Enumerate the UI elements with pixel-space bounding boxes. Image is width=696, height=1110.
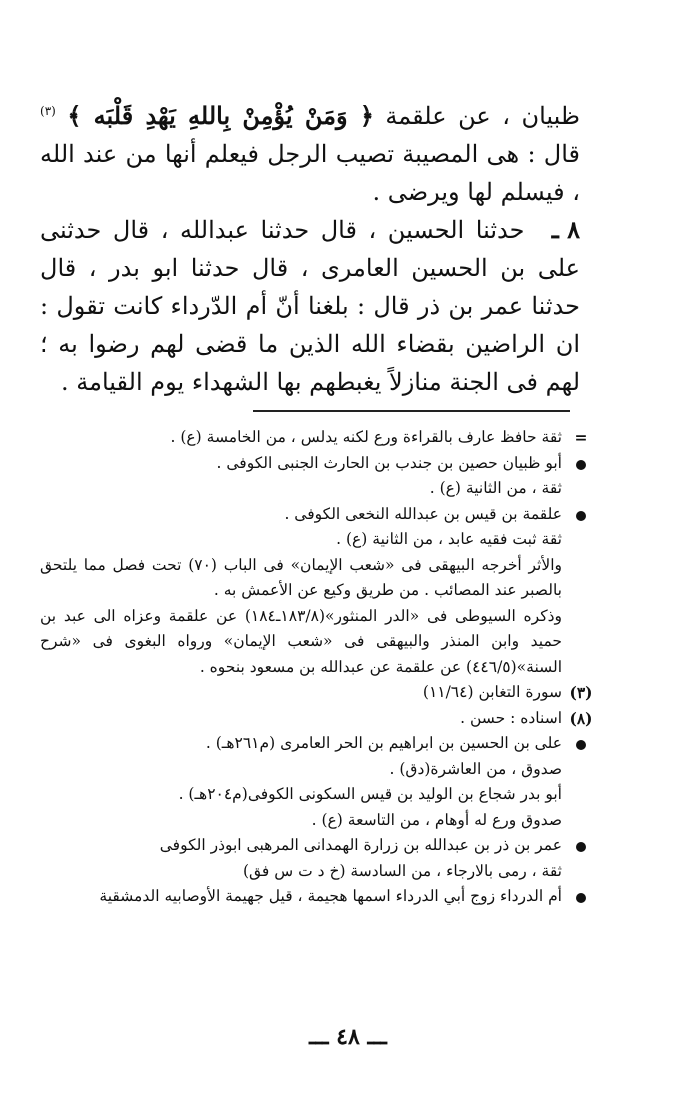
footnote-line: [40, 706, 600, 732]
footnote-text: عمر بن ذر بن عبدالله بن زرارة الهمدانى المرهبى ابوذر الكوفى: [159, 836, 562, 854]
p1-after: قال : هى المصيبة تصيب الرجل فيعلم أنها من عند الله ، فيسلم لها ويرضى .: [40, 140, 580, 206]
quran-verse: ﴿ وَمَنْ يُؤْمِنْ بِاللهِ يَهْدِ قَلْبَه ﴾: [67, 101, 374, 130]
footnote-text: أبو بدر شجاع بن الوليد بن قيس السكونى الكوفى(م٢٠٤هـ) .: [178, 785, 562, 803]
footnote-text: علقمة بن قيس بن عبدالله النخعى الكوفى .: [284, 504, 562, 523]
footnote-text: أم الدرداء زوج أبي الدرداء اسمها هجيمة ، قيل جهيمة الأوصابيه الدمشقية: [99, 887, 562, 905]
bullet-icon: [562, 451, 600, 477]
footnote-text: على بن الحسين بن ابراهيم بن الحر العامرى (م٢٦١هـ) .: [205, 734, 562, 752]
footnote-text: وذكره السيوطى فى «الدر المنثور»(١٨٣/٨ـ١٨٤) عن علقمة وعزاه الى عبد بن حميد وابن المنذر والبيهقى فى «شعب الإيمان» ورواه البغوى فى «شرح السنة»(٤٤٦/٥) عن علقمة عن عبدالله بن مسعود بنحوه .: [40, 606, 562, 676]
footnote-line: [40, 859, 600, 885]
footnote-text: ثقة ، من الثانية (ع) .: [429, 479, 562, 497]
main-text: [40, 92, 580, 401]
footnote-line: [40, 553, 600, 604]
footnote-line: [40, 884, 600, 910]
footnote-text: صدوق ، من العاشرة(دق) .: [389, 759, 562, 778]
footnote-line: [40, 527, 600, 553]
footnote-text: سورة التغابن (١١/٦٤): [422, 683, 562, 701]
footnote-line: [40, 731, 600, 757]
footnote-line: [40, 833, 600, 859]
bullet-icon: [562, 833, 600, 859]
footnote-text: ثقة ثبت فقيه عابد ، من الثانية (ع) .: [336, 530, 562, 548]
bullet-dot: [576, 511, 586, 521]
footnotes: [40, 425, 600, 910]
page-number: ـــ ٤٨ ـــ: [309, 1024, 387, 1050]
footnote-line: [40, 476, 600, 502]
footnote-line: [40, 604, 600, 681]
footnote-line: [40, 425, 600, 451]
p1-before: ظبيان ، عن علقمة: [373, 102, 580, 130]
paragraph-1: [40, 92, 580, 211]
footnote-line: [40, 502, 600, 528]
footnote-line: [40, 808, 600, 834]
p2-text: حدثنا الحسين ، قال حدثنا عبدالله ، قال حدثنى على بن الحسين العامرى ، قال حدثنا ابو بدر ، قال حدثنا عمر بن ذر قال : بلغنا أنّ أم الدّرداء كانت تقول : ان الراضين بقضاء الله الذين ما قضى لهم رضوا به ؛ لهم فى الجنة منازلاً يغبطهم بها الشهداء يوم القيامة .: [40, 216, 580, 396]
footnote-divider: [253, 410, 570, 412]
footnote-line: [40, 680, 600, 706]
bullet-dot: [576, 460, 586, 470]
bullet-icon: [562, 731, 600, 757]
bullet-dot: [576, 893, 586, 903]
footnote-marker: (٣): [569, 683, 593, 702]
footnote-text: ثقة ، رمى بالارجاء ، من السادسة (خ د ت س فق): [242, 861, 562, 880]
bullet-dot: [576, 740, 586, 750]
bullet-icon: [562, 884, 600, 910]
paragraph-2: [40, 211, 580, 401]
footnote-line: [40, 782, 600, 808]
footnote-line: [40, 757, 600, 783]
footnote-marker: =: [574, 428, 588, 447]
footnote-text: اسناده : حسن .: [460, 708, 562, 727]
footnote-text: والأثر أخرجه البيهقى فى «شعب الإيمان» فى الباب (٧٠) تحت فصل مما يلتحق بالصبر عند المصائب . من طريق وكيع عن الأعمش به .: [40, 555, 562, 599]
bullet-icon: [562, 502, 600, 528]
footnote-marker: (٨): [569, 708, 593, 728]
footnote-text: ثقة حافظ عارف بالقراءة ورع لكنه يدلس ، من الخامسة (ع) .: [170, 428, 562, 446]
bullet-dot: [576, 842, 586, 852]
footnote-line: [40, 451, 600, 477]
footnote-text: أبو ظبيان حصين بن جندب بن الحارث الجنبى الكوفى .: [216, 453, 562, 472]
hadith-number: ٨ ـ: [551, 215, 580, 244]
footnote-ref-3: (٣): [40, 104, 56, 118]
footnote-text: صدوق ورع له أوهام ، من التاسعة (ع) .: [311, 810, 562, 829]
